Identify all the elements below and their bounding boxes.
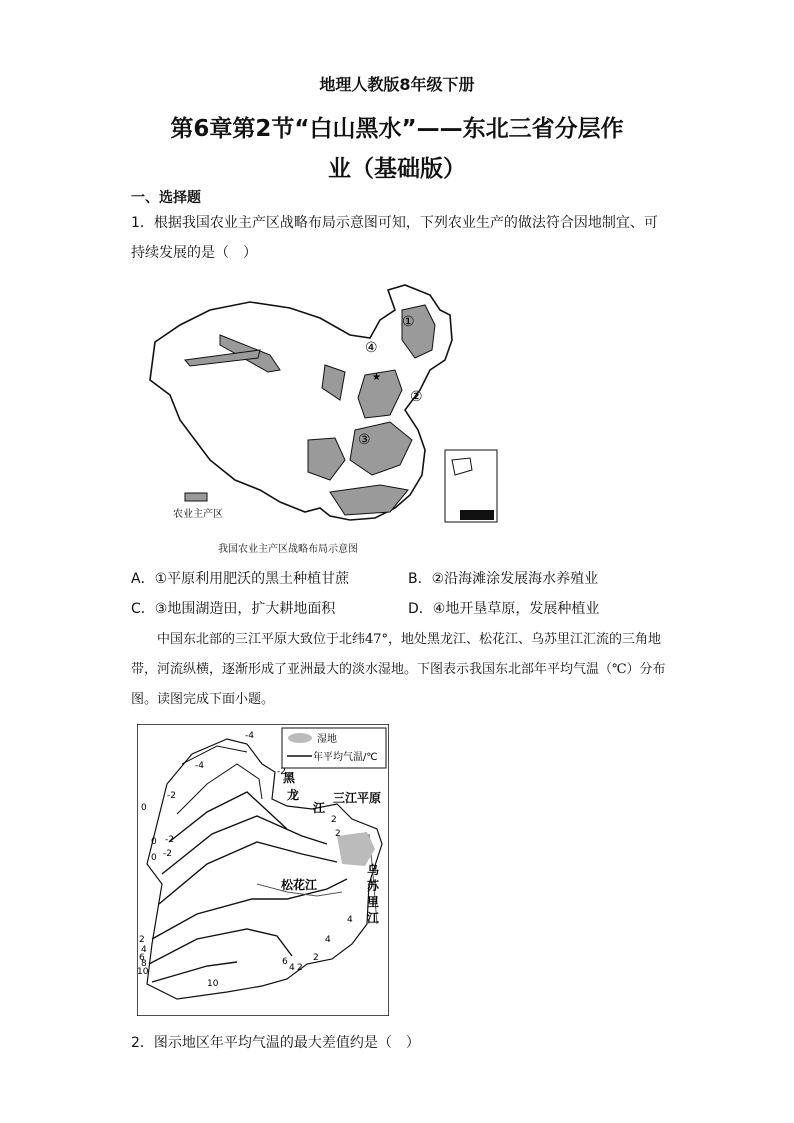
section-heading: 一、选择题	[131, 190, 201, 206]
capital-star-icon: ★	[372, 372, 381, 383]
region-xinjiang-2	[185, 350, 260, 366]
label-wusuli-1: 乌	[367, 863, 380, 877]
label-heilongjiang-2: 龙	[287, 788, 300, 802]
course-subtitle: 地理人教版8年级下册	[319, 75, 475, 94]
svg-text:10: 10	[137, 967, 149, 977]
legend-wetland-label: 湿地	[317, 734, 337, 745]
label-heilongjiang-1: 黑	[283, 771, 296, 785]
svg-text:2: 2	[313, 953, 319, 963]
region-sichuan	[308, 438, 345, 480]
svg-text:10: 10	[207, 979, 219, 989]
label-wusuli-3: 里	[367, 895, 380, 909]
marker-4: ④	[365, 340, 378, 356]
legend-isotherm-label: 年平均气温/℃	[313, 752, 378, 763]
svg-text:4: 4	[347, 915, 353, 925]
svg-text:6: 6	[139, 953, 145, 963]
marker-1: ①	[402, 314, 415, 330]
legend-wetland-swatch	[288, 733, 312, 743]
option-c: C．③地围湖造田，扩大耕地面积	[131, 601, 336, 617]
svg-text:2: 2	[139, 935, 145, 945]
question-2-text: 2．图示地区年平均气温的最大差值约是（ ）	[131, 1035, 420, 1051]
label-heilongjiang-3: 江	[313, 801, 326, 815]
label-wusuli-4: 江	[367, 911, 380, 925]
svg-text:-2: -2	[167, 791, 176, 801]
svg-text:2: 2	[335, 829, 341, 839]
svg-text:-4: -4	[245, 731, 254, 741]
page-title-line2: 业（基础版）	[328, 156, 466, 182]
northeast-temperature-map	[137, 724, 389, 1016]
svg-text:-2: -2	[277, 767, 286, 777]
page-title-line1: 第6章第2节“白山黑水”——东北三省分层作	[170, 116, 624, 142]
region-south	[330, 485, 408, 515]
option-a: A．①平原利用肥沃的黑土种植甘蔗	[131, 571, 350, 587]
svg-text:2: 2	[297, 963, 303, 973]
svg-text:8: 8	[141, 959, 147, 969]
legend-label: 农业主产区	[173, 509, 223, 520]
marker-2: ②	[410, 389, 423, 405]
label-sanjiang: 三江平原	[333, 791, 382, 805]
region-yangtze	[350, 422, 412, 475]
region-hetao	[322, 365, 345, 400]
marker-3: ③	[358, 432, 371, 448]
svg-text:4: 4	[141, 945, 147, 955]
region-northeast	[402, 305, 435, 358]
figure-1-caption: 我国农业主产区战略布局示意图	[218, 544, 358, 555]
question-1-text: 1．根据我国农业主产区战略布局示意图可知，下列农业生产的做法符合因地制宜、可持续发展的是（ ）	[131, 215, 658, 261]
svg-text:0: 0	[151, 837, 157, 847]
svg-text:-4: -4	[195, 761, 204, 771]
svg-text:6: 6	[282, 957, 288, 967]
svg-text:2: 2	[331, 815, 337, 825]
svg-text:4: 4	[289, 963, 295, 973]
china-agriculture-map	[140, 280, 520, 558]
reading-passage: 中国东北部的三江平原大致位于北纬47°，地处黑龙江、松花江、乌苏里江汇流的三角地带，河流纵横，逐渐形成了亚洲最大的淡水湿地。下图表示我国东北部年平均气温（℃）分布图。读图完成下面小题。	[131, 632, 666, 707]
svg-text:-2: -2	[165, 835, 174, 845]
legend-swatch	[185, 493, 207, 501]
label-wusuli-2: 苏	[367, 879, 380, 893]
svg-text:-2: -2	[163, 849, 172, 859]
option-d: D．④地开垦草原，发展种植业	[408, 601, 600, 617]
label-songhuajiang: 松花江	[281, 878, 318, 892]
option-b: B．②沿海滩涂发展海水养殖业	[408, 571, 599, 587]
svg-text:4: 4	[325, 935, 331, 945]
svg-text:0: 0	[141, 803, 147, 813]
svg-text:0: 0	[151, 853, 157, 863]
